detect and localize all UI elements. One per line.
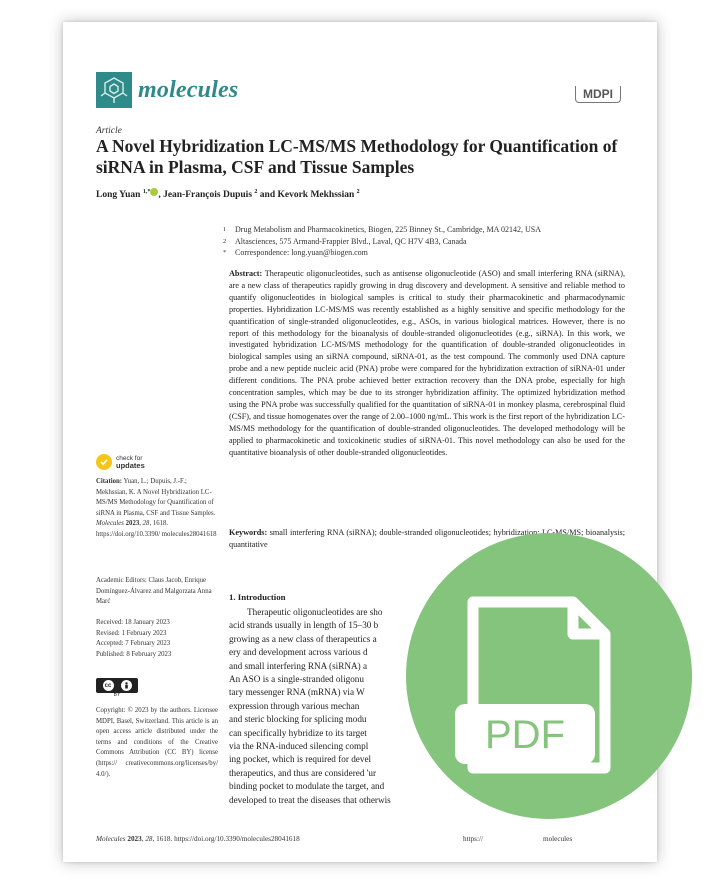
author-text: and Kevork Mekhssian xyxy=(257,190,357,200)
citation-volume: 28 xyxy=(142,520,150,528)
pdf-file-icon[interactable] xyxy=(455,596,645,776)
intro-line: ery and development across various d xyxy=(229,647,368,658)
abstract xyxy=(229,268,625,459)
molecules-logo-icon xyxy=(96,72,132,108)
journal-name: molecules xyxy=(138,76,239,103)
pdf-label: PDF xyxy=(485,713,565,757)
intro-line: tary messenger RNA (mRNA) via W xyxy=(229,687,365,698)
article-title: A Novel Hybridization LC-MS/MS Methodology for Quantification of siRNA in Plasma, CSF and Tissue Samples xyxy=(96,136,618,177)
affiliations xyxy=(223,224,633,259)
keywords-text: small interfering RNA (siRNA); double-stranded oligonucleotides; hybridization; LC-MS/MS; bioanalysis; quantitative xyxy=(229,528,625,549)
intro-line: binding pocket to modulate the target, and xyxy=(229,781,385,792)
cc-icon: cc xyxy=(103,680,114,691)
citation-block: Citation: Yuan, L.; Dupuis, J.-F.; Mekhssian, K. A Novel Hybridization LC-MS/MS Methodology for Quantification of siRNA in Plasma, CSF and Tissue Samples. Molecules 2023, 28, 1618. https://doi.org/10.3390/ molecules28041618 xyxy=(96,478,217,538)
article-type: Article xyxy=(96,126,122,136)
citation-text: Yuan, L.; Dupuis, J.-F.; Mekhssian, K. A Novel Hybridization LC-MS/MS Methodology for Quantification of siRNA in Plasma, CSF and Tissue Samples. xyxy=(96,478,216,517)
check-for-updates[interactable] xyxy=(96,454,145,470)
affiliation-row xyxy=(223,236,633,248)
intro-line: developed to treat the diseases that otherwis xyxy=(229,794,391,805)
intro-line: ing pocket, which is required for devel xyxy=(229,754,372,765)
cc-by-label: BY xyxy=(113,692,121,698)
footer-journal: Molecules xyxy=(96,835,126,843)
abstract-label: Abstract: xyxy=(229,269,263,278)
author-text: , Jean-François Dupuis xyxy=(158,190,255,200)
intro-line: via the RNA-induced silencing compl xyxy=(229,741,369,752)
intro-line: and steric blocking for splicing modu xyxy=(229,714,367,725)
footer-url-end: molecules xyxy=(542,835,573,843)
author-text: Long Yuan xyxy=(96,190,143,200)
author-sup: 1,* xyxy=(142,188,151,195)
cc-license-badge[interactable] xyxy=(96,678,138,693)
citation-journal: Molecules xyxy=(96,520,124,528)
affiliation-marker: 2 xyxy=(223,237,227,245)
check-updates-icon xyxy=(96,454,112,470)
intro-line: expression through various mechan xyxy=(229,700,360,711)
affiliation-row xyxy=(223,247,633,259)
check-updates-line1: check for xyxy=(116,454,143,462)
affiliation-marker: * xyxy=(223,249,227,256)
footer-doi: , 1618. https://doi.org/10.3390/molecules28041618 xyxy=(152,835,300,843)
footer-year: 2023 xyxy=(127,835,142,843)
academic-editors: Academic Editors: Claus Jacob, Enrique Domínguez-Álvarez and Malgorzata Anna Marć xyxy=(96,577,212,606)
check-updates-label xyxy=(116,455,145,470)
citation-label: Citation: xyxy=(96,478,123,485)
by-person-icon xyxy=(121,680,132,691)
check-updates-line2: updates xyxy=(116,460,145,470)
affiliation-text: Drug Metabolism and Pharmacokinetics, Biogen, 225 Binney St., Cambridge, MA 02142, USA xyxy=(235,225,541,234)
dates-block xyxy=(96,618,218,660)
license-text: Copyright: © 2023 by the authors. Licensee MDPI, Basel, Switzerland. This article is an open access article distributed under the terms and conditions of the Creative Commons Attribution (CC BY) license (https:// creativecommons.org/licenses/by/ 4.0/). xyxy=(96,707,218,778)
citation-year: 2023 xyxy=(125,520,140,528)
author-sup: 2 xyxy=(356,188,360,195)
footer-url-start: https:// xyxy=(463,835,483,843)
revised-date: Revised: 1 February 2023 xyxy=(96,629,167,637)
author-sup: 2 xyxy=(254,188,258,195)
intro-line: acid strands usually in length of 15–30 b xyxy=(229,620,379,631)
received-date: Received: 18 January 2023 xyxy=(96,619,170,626)
affiliation-marker: 1 xyxy=(223,226,227,233)
footer-volume: 28 xyxy=(145,835,153,843)
intro-line: can specifically hybridize to its target xyxy=(229,727,367,738)
publisher-logo xyxy=(575,82,621,106)
abstract-text: Therapeutic oligonucleotides, such as antisense oligonucleotide (ASO) and small interfering RNA (siRNA), are a new class of therapeutics rapidly growing in drug discovery and development. A sensitive and reliable method to quantify oligonucleotides in biological samples is critical to study their pharmacokinetic and pharmacodynamic properties. Hybridization LC-MS/MS was recently established as a highly sensitive and specific methodology for the quantification of single-stranded oligonucleotides, e.g., ASOs, in various biological matrices. However, there is no report of this methodology for the bioanalysis of double-stranded oligonucleotides (e.g., siRNA). In this work, we investigated hybridization LC-MS/MS methodology for the quantification of double-stranded oligonucleotides in biological samples using an siRNA compound, siRNA-01, as the test compound. The commonly used DNA capture probe and a new peptide nucleic acid (PNA) probe were compared for the hybridization extraction of siRNA-01 under different conditions. The PNA probe achieved better extraction recovery than the DNA probe, especially for high concentration samples, which may be due to its stronger hybridization affinity. The optimized hybridization method using the PNA probe was successfully qualified for the quantitation of siRNA-01 in monkey plasma, cerebrospinal fluid (CSF), and tissue homogenates over the range of 2.00–1000 ng/mL. This work is the first report of the hybridization LC-MS/MS methodology for the quantification of double-stranded oligonucleotides. The developed methodology will be applied to pharmacokinetic and toxicokinetic studies of siRNA-01. This novel methodology can also be used for the quantitative bioanalysis of other double-stranded oligonucleotides. xyxy=(229,269,625,457)
section-heading: 1. Introduction xyxy=(229,592,286,602)
published-date: Published: 8 February 2023 xyxy=(96,650,172,658)
intro-line: An ASO is a single-stranded oligonu xyxy=(229,674,364,685)
journal-logo xyxy=(96,72,238,108)
affiliation-text: Altasciences, 575 Armand-Frappier Blvd., Laval, QC H7V 4B3, Canada xyxy=(235,236,467,246)
keywords-label: Keywords: xyxy=(229,528,268,537)
affiliation-row xyxy=(223,224,633,236)
correspondence-text: Correspondence: long.yuan@biogen.com xyxy=(235,248,368,257)
intro-line: Therapeutic oligonucleotides are sho xyxy=(247,607,383,617)
page-footer: Molecules 2023, 28, 1618. https://doi.org/10.3390/molecules28041618 xyxy=(96,835,300,843)
publisher-name: MDPI xyxy=(575,86,621,103)
accepted-date: Accepted: 7 February 2023 xyxy=(96,640,171,648)
author-list xyxy=(96,188,360,200)
intro-line: therapeutics, and thus are considered 'ur xyxy=(229,767,377,778)
intro-line: and small interfering RNA (siRNA) a xyxy=(229,660,368,671)
footer-journal-url[interactable] xyxy=(463,835,572,843)
intro-line: growing as a new class of therapeutics a xyxy=(229,633,377,644)
citation-pages: , 1618. https://doi.org/10.3390/ molecules28041618 xyxy=(96,520,217,538)
